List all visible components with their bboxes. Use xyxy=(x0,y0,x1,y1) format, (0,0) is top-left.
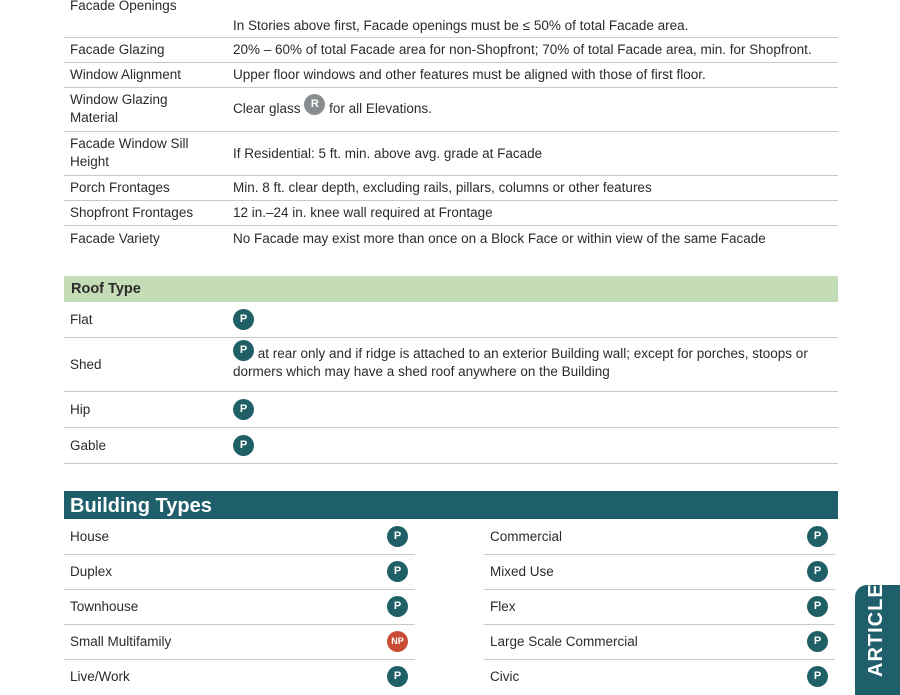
list-item xyxy=(484,625,835,660)
table-row xyxy=(64,427,838,464)
row-value: Min. 8 ft. clear depth, excluding rails, pillars, columns or other features xyxy=(233,180,652,195)
row-value xyxy=(233,345,838,381)
row-value xyxy=(233,435,254,456)
row-value: In Stories above first, Facade openings must be ≤ 50% of total Facade area. xyxy=(233,18,689,33)
row-label-line: Material xyxy=(70,110,119,125)
value-text: at rear only and if ridge is attached to an exterior Building wall; except for porches, stoops or xyxy=(257,346,808,361)
p-badge-icon: P xyxy=(387,561,408,582)
list-item xyxy=(484,555,835,590)
list-item xyxy=(64,590,415,625)
r-badge-icon: R xyxy=(304,94,325,115)
row-value: 12 in.–24 in. knee wall required at Frontage xyxy=(233,205,493,220)
building-type-label: House xyxy=(70,529,110,544)
p-badge-icon: P xyxy=(233,399,254,420)
building-type-label: Civic xyxy=(490,669,520,684)
building-type-label: Commercial xyxy=(490,529,563,544)
table-row xyxy=(64,337,838,392)
row-label: Flat xyxy=(70,312,93,327)
row-value xyxy=(233,399,254,420)
row-value: 20% – 60% of total Facade area for non-Shopfront; 70% of total Facade area, min. for Shopfront. xyxy=(233,42,812,57)
table-row xyxy=(64,87,838,132)
p-badge-icon: P xyxy=(387,666,408,687)
section-title: Building Types xyxy=(70,495,212,517)
p-badge-icon: P xyxy=(807,596,828,617)
row-value: If Residential: 5 ft. min. above avg. grade at Facade xyxy=(233,146,543,161)
p-badge-icon: P xyxy=(233,309,254,330)
table-row xyxy=(64,37,838,63)
building-type-label: Large Scale Commercial xyxy=(490,634,638,649)
p-badge-icon: P xyxy=(807,526,828,547)
row-label: Facade Variety xyxy=(70,231,160,246)
table-row xyxy=(64,225,838,251)
row-label: Shed xyxy=(70,357,102,372)
row-label-line: Height xyxy=(70,154,110,169)
row-label: Gable xyxy=(70,438,107,453)
table-row xyxy=(64,302,838,338)
section-title: Roof Type xyxy=(71,281,141,297)
p-badge-icon: P xyxy=(807,666,828,687)
building-types-left-column xyxy=(64,520,415,694)
building-types-right-column xyxy=(484,520,835,694)
row-label: Shopfront Frontages xyxy=(70,205,194,220)
value-text: Clear glass xyxy=(233,101,301,116)
list-item xyxy=(484,590,835,625)
np-badge-icon: NP xyxy=(387,631,408,652)
building-type-label: Live/Work xyxy=(70,669,130,684)
row-label xyxy=(70,91,168,127)
building-type-label: Townhouse xyxy=(70,599,139,614)
list-item xyxy=(64,520,415,555)
list-item xyxy=(484,660,835,694)
p-badge-icon: P xyxy=(387,526,408,547)
row-value: Upper floor windows and other features must be aligned with those of first floor. xyxy=(233,67,706,82)
p-badge-icon: P xyxy=(807,561,828,582)
row-label: Window Alignment xyxy=(70,67,182,82)
table-row xyxy=(64,0,838,38)
row-label: Porch Frontages xyxy=(70,180,170,195)
list-item xyxy=(484,520,835,555)
table-row xyxy=(64,200,838,226)
row-label: Hip xyxy=(70,402,91,417)
row-label xyxy=(70,135,189,171)
table-row xyxy=(64,391,838,428)
list-item xyxy=(64,555,415,590)
p-badge-icon: P xyxy=(233,340,254,361)
building-type-label: Duplex xyxy=(70,564,113,579)
row-label: Facade Glazing xyxy=(70,42,165,57)
list-item xyxy=(64,660,415,694)
building-type-label: Flex xyxy=(490,599,516,614)
row-label-line: Window Glazing xyxy=(70,92,168,107)
table-row xyxy=(64,175,838,201)
row-label: Facade Openings xyxy=(70,0,177,13)
side-tab-label: ARTICLE 4 xyxy=(865,564,887,677)
p-badge-icon: P xyxy=(233,435,254,456)
value-text: dormers which may have a shed roof anywhere on the Building xyxy=(233,364,610,379)
p-badge-icon: P xyxy=(807,631,828,652)
article-side-tab[interactable] xyxy=(855,564,900,695)
row-value: No Facade may exist more than once on a Block Face or within view of the same Facade xyxy=(233,231,766,246)
table-row xyxy=(64,62,838,88)
row-value xyxy=(233,309,254,330)
p-badge-icon: P xyxy=(387,596,408,617)
building-type-label: Small Multifamily xyxy=(70,634,172,649)
row-value xyxy=(233,97,432,118)
value-text: for all Elevations. xyxy=(329,101,432,116)
list-item xyxy=(64,625,415,660)
table-row xyxy=(64,131,838,176)
roof-type-header xyxy=(64,276,838,302)
building-types-header xyxy=(64,491,838,519)
row-label-line: Facade Window Sill xyxy=(70,136,189,151)
building-type-label: Mixed Use xyxy=(490,564,554,579)
